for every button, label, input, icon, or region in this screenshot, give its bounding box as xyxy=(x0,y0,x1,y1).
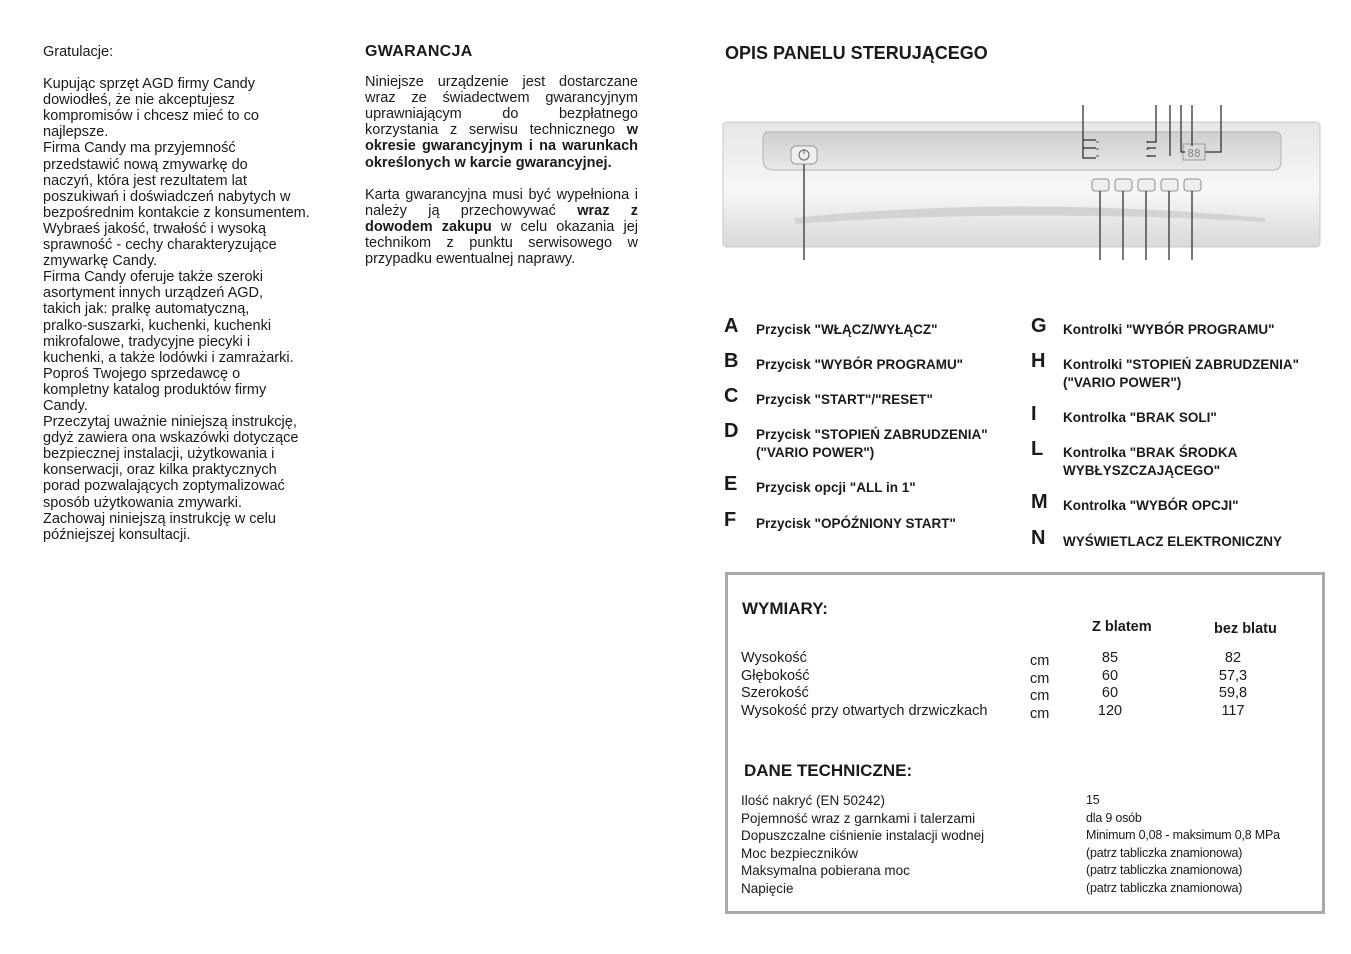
onoff-button[interactable] xyxy=(791,146,817,164)
intro-line: poszukiwań i doświadczeń nabytych w xyxy=(43,188,291,205)
dimension-label: Głębokość xyxy=(741,667,810,684)
delay-start-button xyxy=(1184,179,1201,191)
intro-line: Zachowaj niniejszą instrukcję w celu xyxy=(43,510,276,527)
dimension-with-top: 60 xyxy=(1101,685,1119,701)
technical-title: DANE TECHNICZNE: xyxy=(744,761,913,780)
legend-letter: A xyxy=(724,315,739,337)
warranty-p2-bold: wraz z dowodem zakupu xyxy=(365,202,638,235)
legend-letter: B xyxy=(724,350,739,372)
intro-line: zmywarkę Candy. xyxy=(43,253,158,270)
dimension-label: Wysokość przy otwartych drzwiczkach xyxy=(741,702,988,719)
technical-label: Ilość nakryć (EN 50242) xyxy=(741,793,886,808)
intro-line: Firma Candy ma przyjemność xyxy=(43,140,236,157)
dimension-without-top: 57,3 xyxy=(1218,667,1248,684)
dimension-with-top: 60 xyxy=(1101,667,1119,684)
dimension-without-top: 59,8 xyxy=(1218,685,1248,701)
intro-line: Firma Candy oferuje także szeroki xyxy=(43,269,263,286)
legend-text: Kontrolki "WYBÓR PROGRAMU" xyxy=(1063,322,1275,337)
panel-title: OPIS PANELU STERUJĄCEGO xyxy=(725,43,988,63)
dimension-unit: cm xyxy=(1030,653,1050,669)
intro-line: Gratulacje: xyxy=(43,44,114,60)
intro-line: sprawność - cechy charakteryzujące xyxy=(43,237,277,254)
panel-buttons[interactable] xyxy=(1092,179,1201,191)
technical-value: 15 xyxy=(1086,793,1100,807)
start-reset-button xyxy=(1115,179,1132,191)
technical-value: Minimum 0,08 - maksimum 0,8 MPa xyxy=(1086,828,1280,843)
intro-line: kompletny katalog produktów firmy xyxy=(43,381,267,398)
dimension-label: Szerokość xyxy=(741,685,809,701)
intro-text xyxy=(43,44,316,543)
intro-line: kuchenki, a także lodówki i zamrażarki. xyxy=(43,349,294,366)
legend-text: Kontrolka "BRAK SOLI" xyxy=(1063,410,1217,425)
intro-line xyxy=(43,60,316,76)
technical-label: Dopuszczalne ciśnienie instalacji wodnej xyxy=(741,828,985,844)
dimension-with-top: 85 xyxy=(1101,650,1119,666)
intro-line: gdyż zawiera ona wskazówki dotyczące xyxy=(43,430,299,447)
intro-line: przedstawić nową zmywarkę do xyxy=(43,156,248,173)
intro-line: konserwacji, oraz kilka praktycznych xyxy=(43,462,277,479)
dimensions-title: WYMIARY: xyxy=(742,599,828,618)
intro-line: bezpiecznej instalacji, użytkowania i xyxy=(43,446,275,463)
warranty-p1-text: Niniejsze urządzenie jest dostarczane wraz ze świadectwem gwarancyjnym uprawniającym do bezpłatnego korzystania z serwisu technicznego xyxy=(365,74,638,139)
legend-letter: M xyxy=(1031,491,1048,513)
dimensions-col-with-top: Z blatem xyxy=(1092,619,1152,635)
intro-line: Candy. xyxy=(43,397,88,414)
intro-line: takich jak: pralkę automatyczną, xyxy=(43,301,250,318)
warranty-p1-bold: w okresie gwarancyjnym i na warunkach określonych w karcie gwarancyjnej. xyxy=(365,122,638,171)
legend-letter: D xyxy=(724,420,739,442)
dimension-without-top: 82 xyxy=(1224,650,1242,666)
legend-letter: G xyxy=(1031,315,1047,337)
legend-letter: E xyxy=(724,473,738,495)
technical-value: dla 9 osób xyxy=(1086,810,1142,825)
dimension-unit: cm xyxy=(1030,670,1050,687)
legend-letter: F xyxy=(724,509,737,531)
dimensions-col-without-top: bez blatu xyxy=(1214,621,1277,637)
display-digits: 88 xyxy=(1187,147,1201,160)
warranty-title: GWARANCJA xyxy=(365,43,473,60)
intro-line: mikrofalowe, tradycyjne piecyki i xyxy=(43,333,251,350)
intro-line: kompromisów i chcesz mieć to co xyxy=(43,108,259,125)
technical-label: Napięcie xyxy=(741,881,794,896)
dimension-without-top: 117 xyxy=(1221,702,1245,719)
legend-text: Przycisk "STOPIEŃ ZABRUDZENIA" ("VARIO POWER") xyxy=(756,427,988,460)
technical-value: (patrz tabliczka znamionowa) xyxy=(1086,845,1243,860)
warranty-paragraph-2 xyxy=(365,187,638,267)
all-in-1-button xyxy=(1161,179,1178,191)
control-panel-illustration xyxy=(715,100,1330,265)
intro-line: Wybraeś jakość, trwałość i wysoką xyxy=(43,220,267,237)
legend-letter: I xyxy=(1031,403,1037,425)
intro-line: bezpośrednim kontakcie z konsumentem. xyxy=(43,204,310,221)
technical-label: Pojemność wraz z garnkami i talerzami xyxy=(741,810,976,826)
intro-line: asortyment innych urządzeń AGD, xyxy=(43,285,264,302)
vario-power-button xyxy=(1138,179,1155,191)
legend-text: Przycisk "OPÓŹNIONY START" xyxy=(756,516,956,531)
dimension-with-top: 120 xyxy=(1097,702,1123,719)
legend-text: Przycisk "START"/"RESET" xyxy=(756,392,933,407)
legend-text: Kontrolki "STOPIEŃ ZABRUDZENIA" ("VARIO POWER") xyxy=(1063,357,1300,390)
dimension-unit: cm xyxy=(1030,688,1050,704)
intro-line: najlepsze. xyxy=(43,124,109,141)
dimension-label: Wysokość xyxy=(741,650,807,666)
warranty-p2-text-b: w celu okazania jej technikom z punktu serwisowego w przypadku ewentualnej naprawy. xyxy=(365,218,638,268)
legend-text: Kontrolka "BRAK ŚRODKA WYBŁYSZCZAJĄCEGO" xyxy=(1063,445,1237,478)
legend-letter: C xyxy=(724,385,739,407)
legend-text: WYŚWIETLACZ ELEKTRONICZNY xyxy=(1063,534,1282,549)
legend-letter: L xyxy=(1031,438,1044,460)
legend-text: Kontrolka "WYBÓR OPCJI" xyxy=(1063,498,1239,513)
legend-letter: H xyxy=(1031,350,1046,372)
legend-letter: N xyxy=(1031,527,1046,549)
dimension-unit: cm xyxy=(1030,705,1050,722)
intro-line: sposób użytkowania zmywarki. xyxy=(43,494,243,511)
intro-line: Poproś Twojego sprzedawcę o xyxy=(43,365,241,382)
intro-line: Kupując sprzęt AGD firmy Candy xyxy=(43,76,255,93)
warranty-p2-text-a: Karta gwarancyjna musi być wypełniona i należy ją przechowywać xyxy=(365,186,638,219)
warranty-section xyxy=(365,44,638,283)
technical-value: (patrz tabliczka znamionowa) xyxy=(1086,881,1243,895)
intro-line: porad pozwalających zoptymalizować xyxy=(43,478,285,495)
legend-text: Przycisk opcji "ALL in 1" xyxy=(756,480,916,495)
technical-label: Moc bezpieczników xyxy=(741,845,859,861)
specs-box xyxy=(725,572,1325,914)
warranty-paragraph-1 xyxy=(365,74,638,171)
technical-label: Maksymalna pobierana moc xyxy=(741,863,910,879)
intro-line: naczyń, która jest rezultatem lat xyxy=(43,172,247,189)
legend-text: Przycisk "WŁĄCZ/WYŁĄCZ" xyxy=(756,322,938,337)
intro-line: późniejszej konsultacji. xyxy=(43,526,191,543)
legend-text: Przycisk "WYBÓR PROGRAMU" xyxy=(756,357,964,372)
program-button xyxy=(1092,179,1109,191)
technical-value: (patrz tabliczka znamionowa) xyxy=(1086,863,1243,878)
intro-line: pralko-suszarki, kuchenki, kuchenki xyxy=(43,317,272,334)
intro-line: dowiodłeś, że nie akceptujesz xyxy=(43,92,235,109)
intro-line: Przeczytaj uważnie niniejszą instrukcję, xyxy=(43,414,297,431)
